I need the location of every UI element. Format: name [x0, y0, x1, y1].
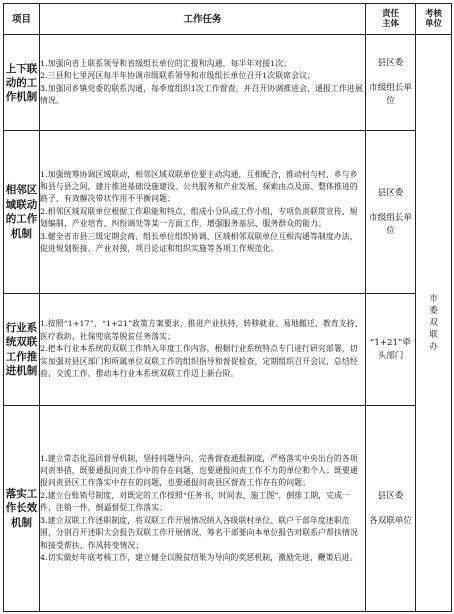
header-row — [4, 4, 452, 35]
section-category: 相邻区域联动的工作机制 — [4, 131, 40, 294]
section-row — [4, 406, 452, 612]
header-task: 工作任务 — [40, 4, 366, 35]
section-responsible — [366, 131, 416, 294]
section-row — [4, 131, 452, 294]
task-item: 4.切实做好年底考核工作，建立健全以脱贫结果为导向的奖惩机制，激励先进，鞭策后进。 — [40, 552, 358, 562]
header-lead-line: 单位 — [424, 19, 442, 29]
task-item: 3.加强同乡镇党委的联系沟通，每季度组织1次工作督查，并召开协调推进会，通报工作进展情况。 — [40, 83, 363, 105]
responsible-county: 县区委 — [377, 58, 404, 68]
task-item: 2.把本行业本系统的双联工作纳入年度工作内容，根据行业系统特点专门进行研究部署，切实加强对县区部门和所属单位双联工作的组织指导和督促检查，定期组织召开会议，总结经验，交流工作，推动本行业本系统双联工作迈上新台阶。 — [40, 344, 358, 379]
section-tasks — [40, 131, 366, 294]
responsible-county: 县区委 — [377, 490, 404, 501]
header-resp-line: 责任 — [381, 9, 399, 19]
section-category: 行业系统双联工作推进机制 — [4, 294, 40, 406]
task-item: 3.建立双联工作述职制度，将双联工作开展情况纳入各级联村单位、联户干部年度述职范围，分别召开述职大会报告双联工作开展情况，筹名干部要向本单位报告对联系户帮扶情况和接受帮扶、作风转变情况； — [40, 515, 358, 550]
section-row — [4, 35, 452, 131]
task-item: 2.相邻区域双联单位根据工作职能和特点，组成小分队或工作小组，专项负责联贯宣传、规划编制、产业培育、纠纷调处等某一方面工作，增强服务基层、服务群众的能力； — [40, 206, 358, 229]
section-responsible — [366, 406, 416, 612]
section-tasks — [40, 35, 366, 131]
header-lead — [416, 4, 452, 35]
work-table — [3, 3, 452, 612]
section-category: 上下联动的工作机制 — [4, 35, 40, 131]
header-resp — [366, 4, 416, 35]
section-responsible — [366, 294, 416, 406]
header-lead-line: 考核 — [424, 9, 442, 19]
section-category: 落实工作长效机制 — [4, 406, 40, 612]
task-item: 1.按照“1+17”、“1+21”政策方案要求，推进产业扶持，转移就业、易地搬迁、教育支持、医疗救助、社保兜底等脱贫任务落实； — [40, 319, 363, 341]
header-resp-line: 主体 — [381, 19, 399, 29]
responsible-unit: 各双联单位 — [369, 515, 412, 526]
section-tasks — [40, 294, 366, 406]
lead-unit-text: 市委双联办 — [429, 294, 438, 352]
section-responsible — [366, 35, 416, 131]
task-item: 1.建立常态化巡回督导机制，坚持问题导向，完善督查通报制度，严格落实中央出台的各项问责举措，既要通报问责工作中的存在问题，也要通报问责工作不力的单位和个人；既要通报问责县区工作落实中存在的问题，也要通报问责县区督查工作存在的问题； — [40, 453, 358, 488]
task-item: 1.加强统筹协调区域联动，相邻区域双联单位要主动沟通，互相配合，推动村与村、乡与乡和县与县之间，建片推进基础设施建设、公共服务和产业发展，探索由点及面、整体推进的路子，有效解决带状作用不平衡问题； — [40, 169, 358, 204]
section-tasks — [40, 406, 366, 612]
task-item: 2.建立台账销号制度，对既定的工作按照“任务书、时间表、施工图”，倒排工期，完成一件，注销一件，倒逼督促工作落实； — [40, 490, 351, 513]
lead-unit — [416, 35, 452, 612]
header-item: 项目 — [4, 4, 40, 35]
task-item: 1.加强向省上联系领导和省级组长单位的汇报和沟通，每半年对接1次； — [40, 58, 292, 68]
task-item: 2.三县和七里河区每半年协调市级联系领导和市级组长单位召开1次联席会议； — [40, 71, 316, 81]
section-row — [4, 294, 452, 406]
task-item: 3.健全省市县三级定期会商、组长单位组织协调、区域相邻双联单位互相沟通等制度办法，促进规划衔接、产业对接，项目论证和组织实施等各项工作规范化。 — [40, 231, 358, 254]
responsible-county: 县区委 — [377, 187, 404, 198]
responsible-unit: 市级组长单位 — [369, 212, 412, 236]
responsible-lead-dept: “1+21”牵头部门 — [370, 337, 411, 361]
responsible-unit: 市级组长单位 — [369, 83, 412, 106]
